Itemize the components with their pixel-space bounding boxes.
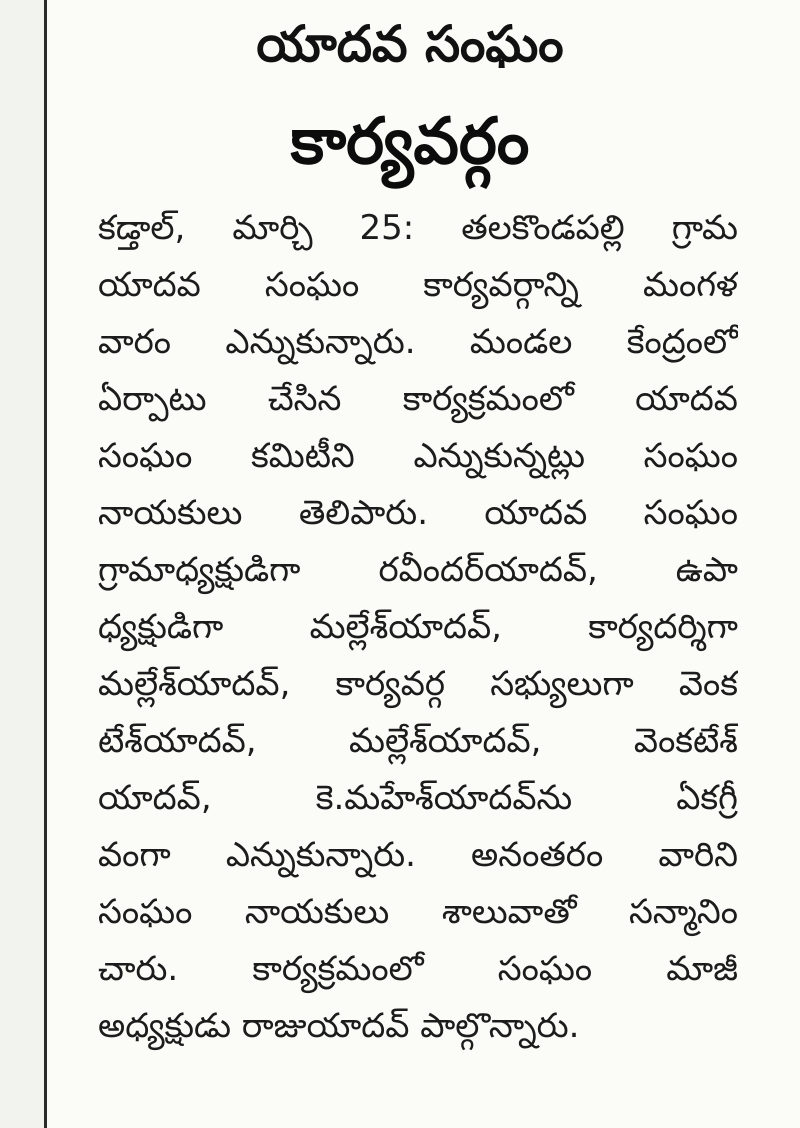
body-line: సంఘం నాయకులు శాలువాతో సన్మానిం	[98, 892, 738, 932]
body-line: మల్లేశ్‌యాదవ్, కార్యవర్గ సభ్యులుగా వెంక	[98, 664, 738, 704]
body-line: ధ్యక్షుడిగా మల్లేశ్‌యాదవ్, కార్యదర్శిగా	[98, 607, 738, 647]
body-line: టేశ్‌యాదవ్, మల్లేశ్‌యాదవ్, వెంకటేశ్	[98, 721, 738, 761]
headline-main: కార్యవర్గం	[290, 105, 530, 179]
body-line: వారం ఎన్నుకున్నారు. మండల కేంద్రంలో	[98, 322, 738, 362]
body-line: యాదవ సంఘం కార్యవర్గాన్ని మంగళ	[98, 265, 738, 305]
body-line: వంగా ఎన్నుకున్నారు. అనంతరం వారిని	[98, 835, 738, 875]
body-line: చారు. కార్యక్రమంలో సంఘం మాజీ	[98, 949, 738, 989]
body-line: నాయకులు తెలిపారు. యాదవ సంఘం	[98, 493, 738, 533]
body-line: సంఘం కమిటీని ఎన్నుకున్నట్లు సంఘం	[98, 436, 738, 476]
headline-top: యాదవ సంఘం	[256, 15, 564, 73]
body-line: అధ్యక్షుడు రాజుయాదవ్ పాల్గొన్నారు.	[98, 1006, 580, 1046]
body-line: గ్రామాధ్యక్షుడిగా రవీందర్‌యాదవ్, ఉపా	[98, 550, 738, 590]
body-line: కడ్తాల్, మార్చి 25: తలకొండపల్లి గ్రామ	[98, 208, 738, 248]
body-line: యాదవ్, కె.మహేశ్‌యాదవ్‌ను ఏకగ్రీ	[98, 778, 738, 818]
body-line: ఏర్పాటు చేసిన కార్యక్రమంలో యాదవ	[98, 379, 738, 419]
article-body	[98, 200, 738, 1055]
column-rule	[44, 0, 47, 1128]
left-margin	[0, 0, 44, 1128]
